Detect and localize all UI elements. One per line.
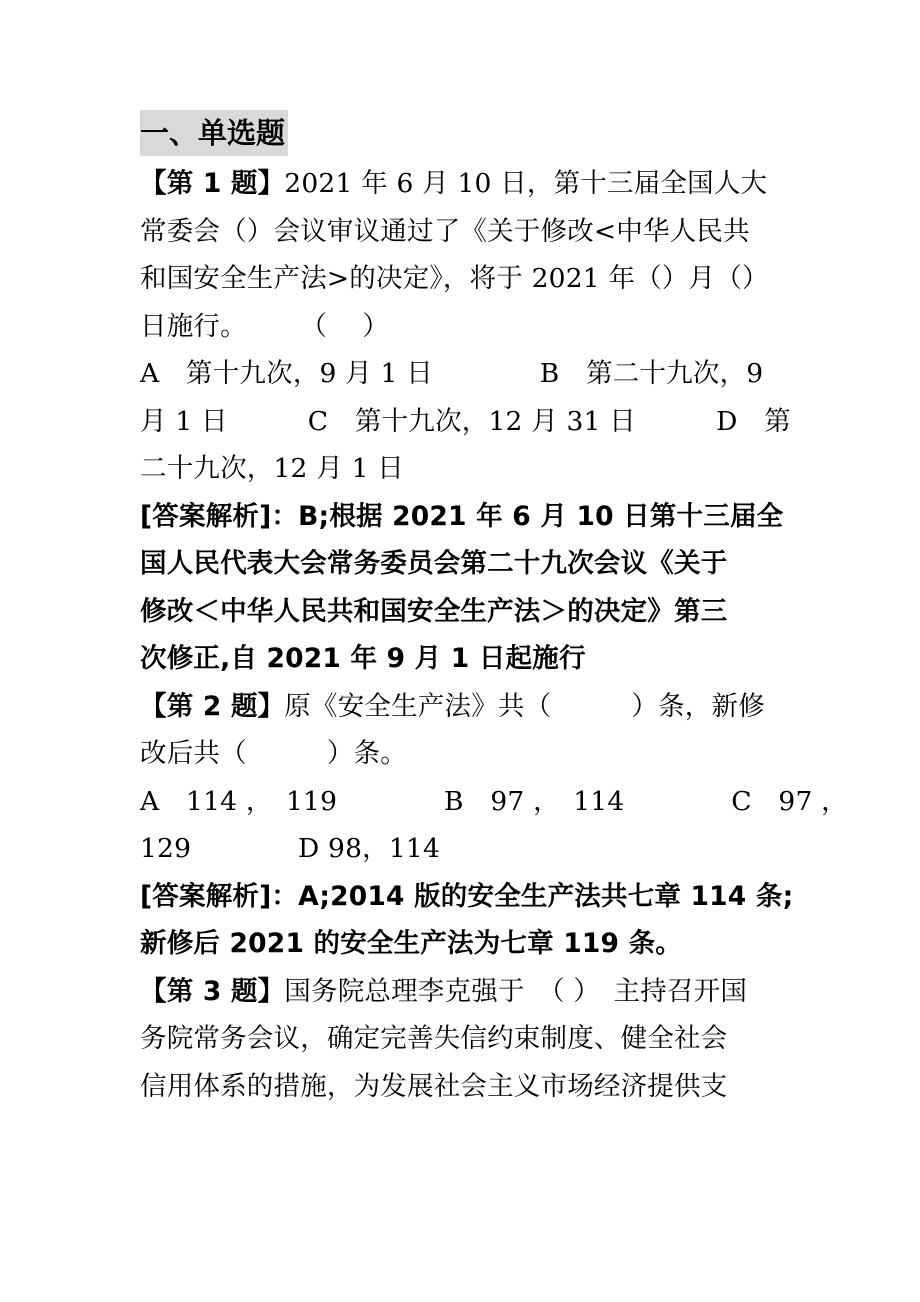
question-1-head: 【第 1 题】 <box>140 168 285 199</box>
question-1-line-4: 日施行。 （ ） <box>140 310 390 342</box>
question-1-options-line-2: 月 1 日 C 第十九次，12 月 31 日 D 第 <box>140 405 791 437</box>
document-content <box>140 110 848 1110</box>
question-1-line-2: 常委会（）会议审议通过了《关于修改<中华人民共 <box>140 215 750 247</box>
question-1-answer-line-1: [答案解析]：B;根据 2021 年 6 月 10 日第十三届全 <box>140 500 784 532</box>
question-1 <box>140 160 791 683</box>
question-3-line-2: 务院常务会议，确定完善失信约束制度、健全社会 <box>140 1023 728 1054</box>
question-1-answer-line-3: 修改＜中华人民共和国安全生产法＞的决定》第三 <box>140 595 728 627</box>
question-1-line-1: 【第 1 题】2021 年 6 月 10 日，第十三届全国人大 <box>140 168 768 199</box>
question-2-answer-line-1: [答案解析]：A;2014 版的安全生产法共七章 114 条; <box>140 880 794 912</box>
question-2-line-2: 改后共（ ）条。 <box>140 738 407 769</box>
question-2-options-line-1: A 114 ， 119 B 97 ， 114 C 97 ， <box>140 785 848 817</box>
section-title: 一、单选题 <box>140 110 288 156</box>
question-3 <box>140 968 785 1111</box>
question-3-line-3: 信用体系的措施，为发展社会主义市场经济提供支 <box>140 1070 728 1102</box>
question-1-line-3: 和国安全生产法>的决定》，将于 2021 年（）月（） <box>140 263 769 294</box>
question-3-head: 【第 3 题】 <box>140 975 285 1007</box>
question-2 <box>140 683 848 968</box>
question-3-line-1: 【第 3 题】国务院总理李克强于 （ ） 主持召开国 <box>140 975 748 1007</box>
question-1-options-line-1: A 第十九次，9 月 1 日 B 第二十九次，9 <box>140 358 764 389</box>
question-1-options-line-3: 二十九次，12 月 1 日 <box>140 453 404 484</box>
question-2-answer-line-2: 新修后 2021 的安全生产法为七章 119 条。 <box>140 928 682 959</box>
question-1-answer-line-4: 次修正,自 2021 年 9 月 1 日起施行 <box>140 643 586 674</box>
question-2-line-1: 【第 2 题】原《安全生产法》共（ ）条，新修 <box>140 690 765 722</box>
question-1-answer-line-2: 国人民代表大会常务委员会第二十九次会议《关于 <box>140 548 728 579</box>
question-2-options-line-2: 129 D 98，114 <box>140 833 441 864</box>
question-2-head: 【第 2 题】 <box>140 690 285 722</box>
